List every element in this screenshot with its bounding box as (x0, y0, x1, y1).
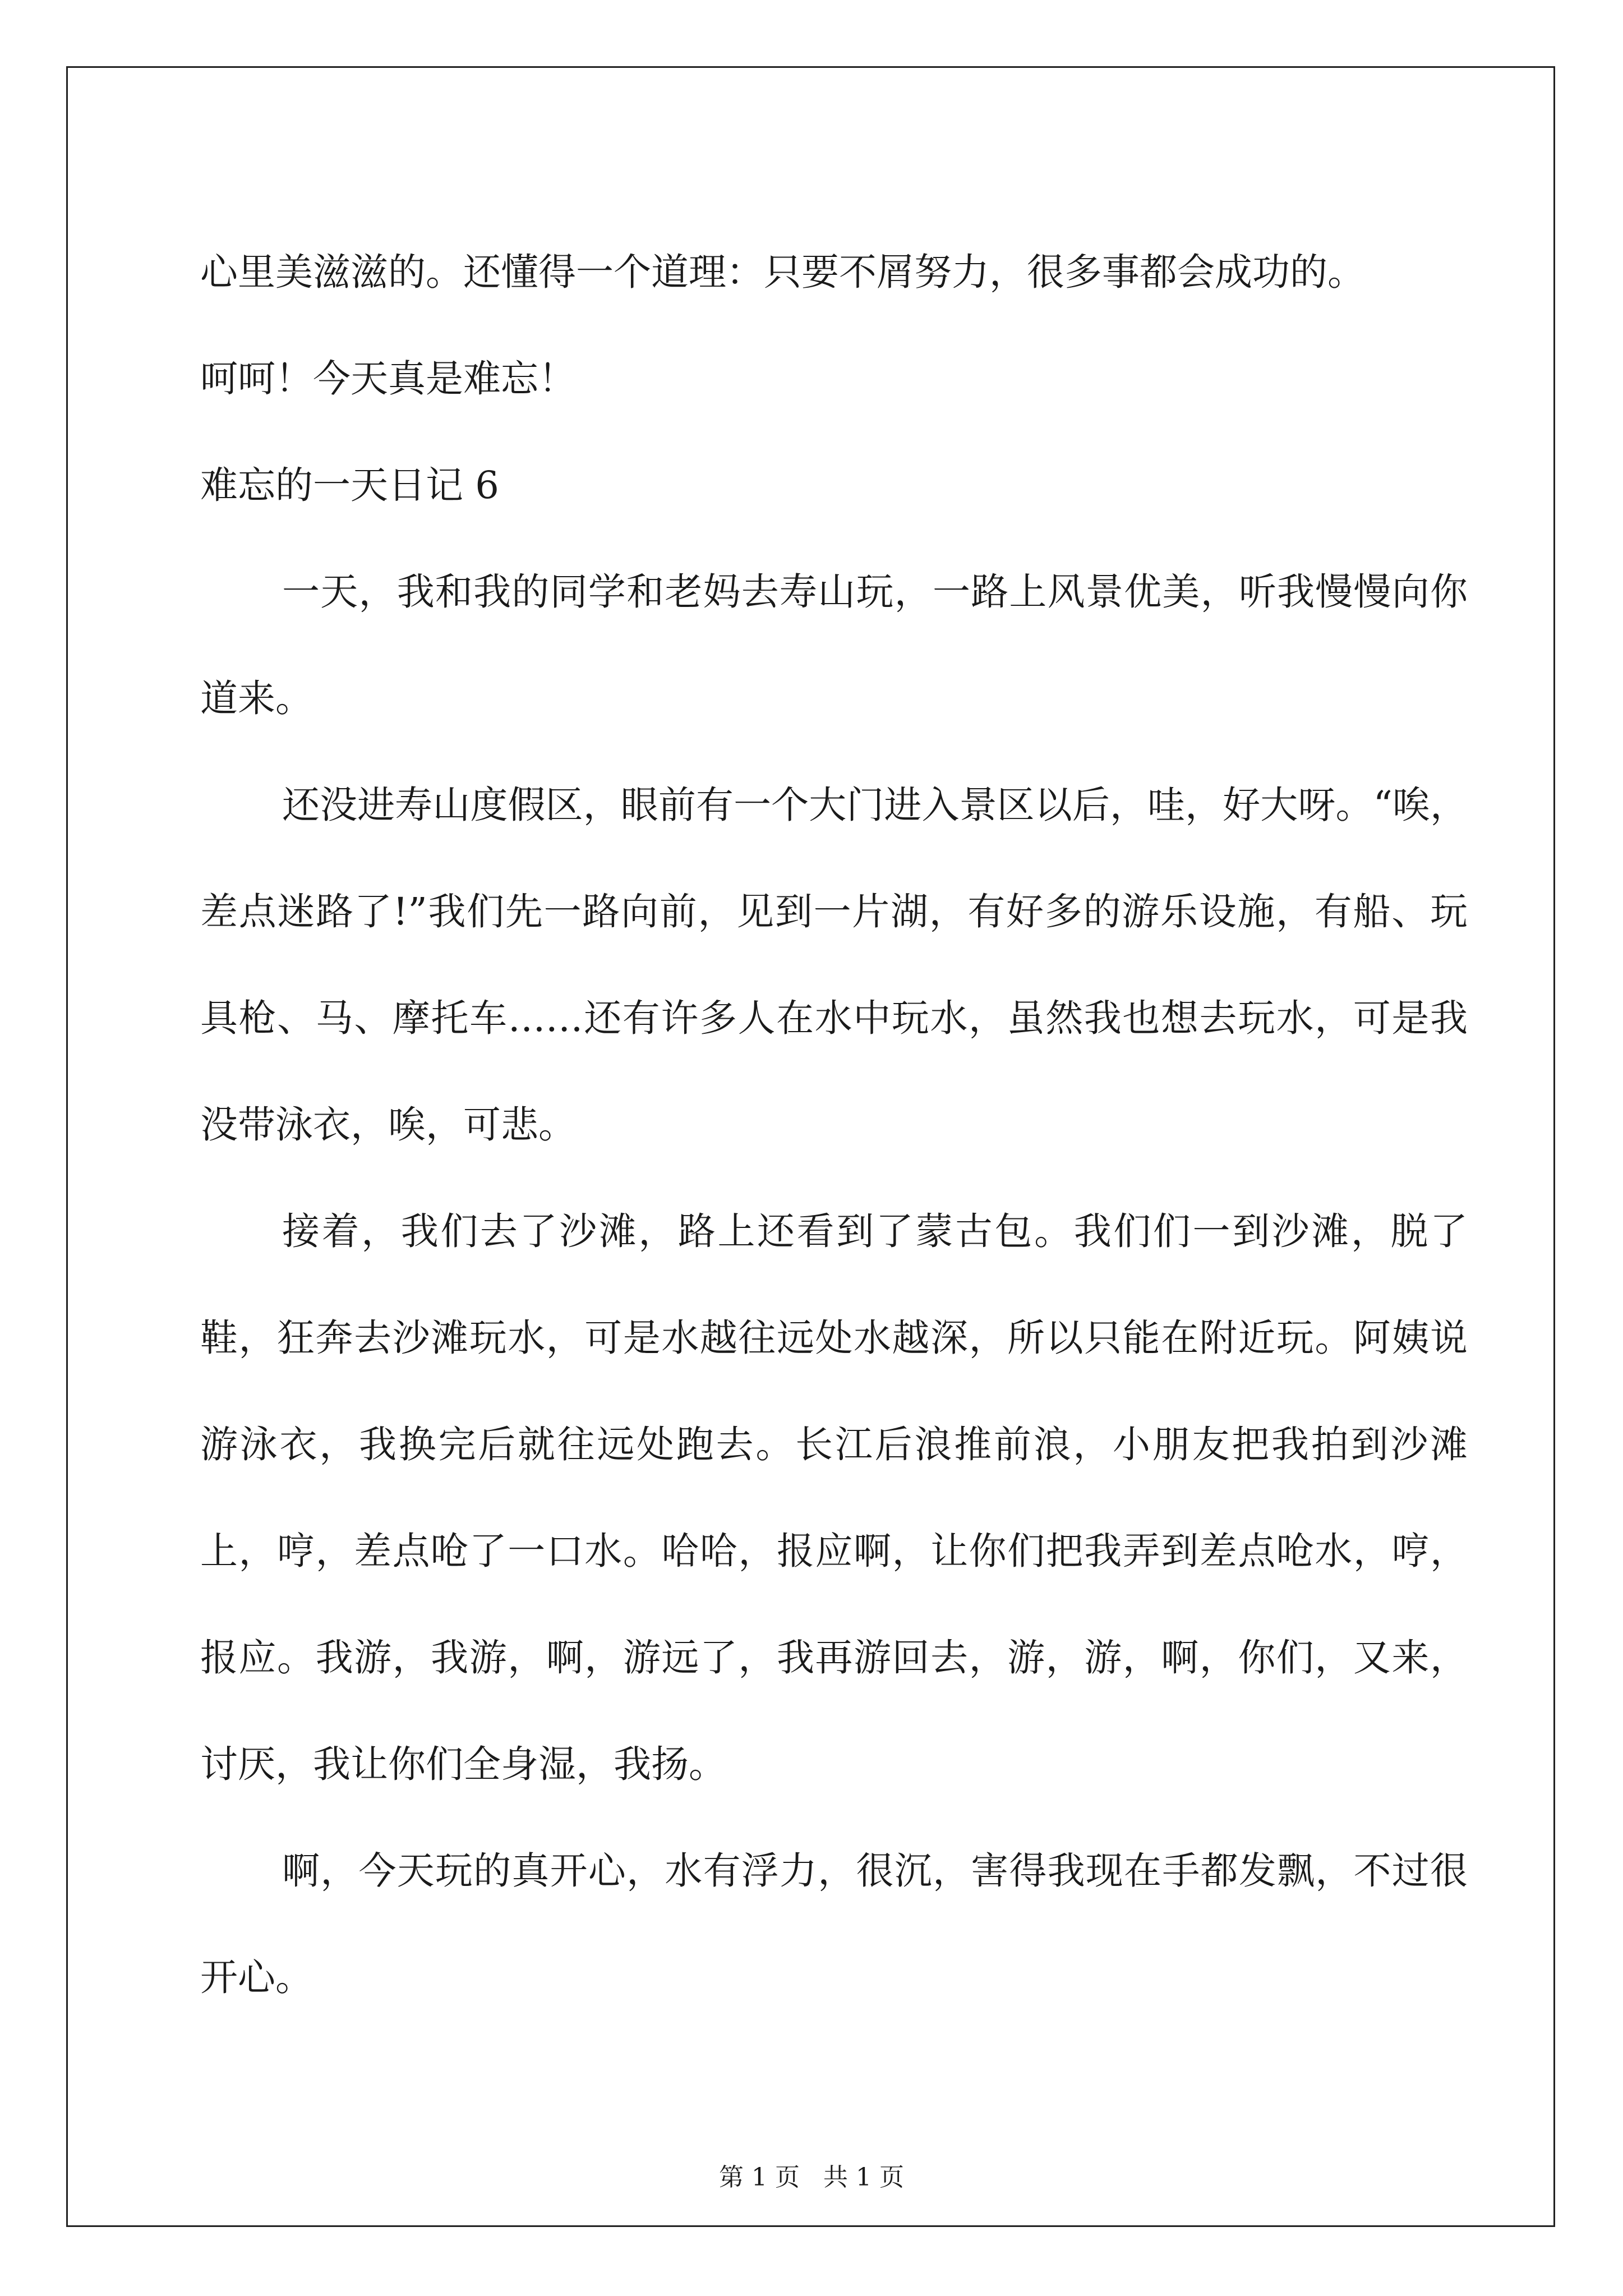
paragraph: 啊，今天玩的真开心，水有浮力，很沉，害得我现在手都发飘，不过很开心。 (200, 1849, 1468, 1999)
paragraph: 接着，我们去了沙滩，路上还看到了蒙古包。我们们一到沙滩，脱了鞋，狂奔去沙滩玩水，可是水越往远处水越深，所以只能在附近玩。阿姨说游泳衣，我换完后就往远处跑去。长江后浪推前浪，小朋友把我拍到沙滩上，哼，差点呛了一口水。哈哈，报应啊，让你们把我弄到差点呛水，哼，报应。我游，我游，啊，游远了，我再游回去，游，游，啊，你们，又来，讨厌，我让你们全身湿，我扬。 (200, 1209, 1468, 1786)
paragraph: 一天，我和我的同学和老妈去寿山玩，一路上风景优美，听我慢慢向你道来。 (200, 570, 1468, 720)
text-line: 呵呵！今天真是难忘！ (200, 357, 576, 401)
page-footer: 第 1 页 共 1 页 (719, 2163, 904, 2192)
text-line: 心里美滋滋的。还懂得一个道理：只要不屑努力，很多事都会成功的。 (200, 250, 1365, 294)
paragraph: 还没进寿山度假区，眼前有一个大门进入景区以后，哇，好大呀。“唉，差点迷路了!”我们先一路向前，见到一片湖，有好多的游乐设施，有船、玩具枪、马、摩托车……还有许多人在水中玩水，虽然我也想去玩水，可是我没带泳衣，唉，可悲。 (200, 783, 1468, 1147)
section-title: 难忘的一天日记 6 (200, 463, 499, 507)
document-body (200, 219, 1468, 2031)
